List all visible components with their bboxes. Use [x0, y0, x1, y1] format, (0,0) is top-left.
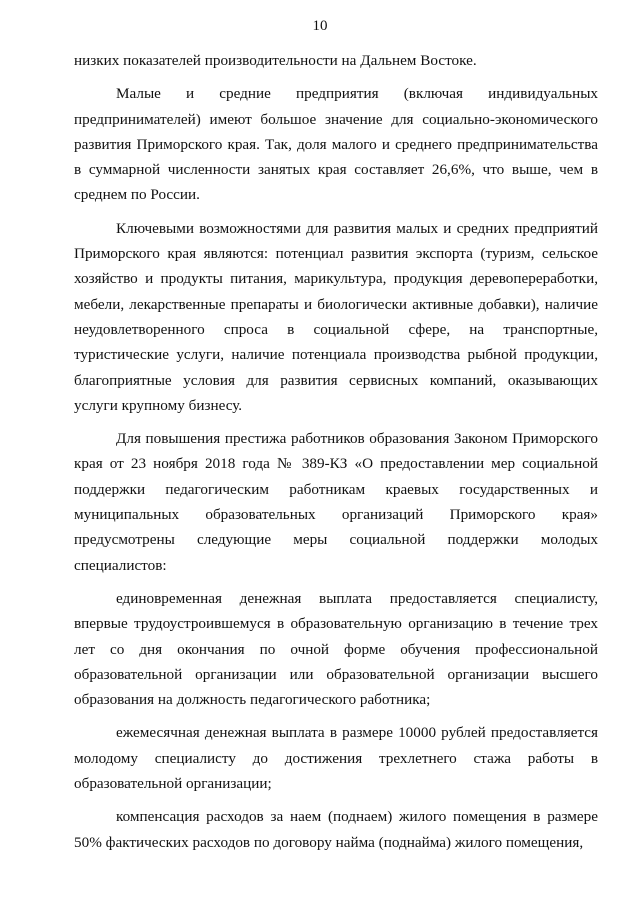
page-number: 10: [312, 18, 328, 34]
paragraph-monthly-payment: ежемесячная денежная выплата в размере 10000 рублей предоставляется молодому специалисту до достижения трехлетнего стажа работы в образовательной организации;: [74, 724, 598, 793]
paragraph-one-time-payment: единовременная денежная выплата предоставляется специалисту, впервые трудоустроившемуся в образовательную организацию в течение трех лет со дня окончания по очной форме обучения профессиональной образовательной организации или образовательной организации высшего образования на должность педагогического работника;: [74, 589, 598, 709]
paragraph-key-opportunities: Ключевыми возможностями для развития малых и средних предприятий Приморского края являются: потенциал развития экспорта (туризм, сельское хозяйство и продукты питания, марикультура, продукция деревопереработки, мебели, лекарственные препараты и биологически активные добавки), наличие неудовлетворенного спроса в социальной сфере, на транспортные, туристические услуги, наличие потенциала производства рыбной продукции, благоприятные условия для развития сервисных компаний, оказывающих услуги крупному бизнесу.: [74, 219, 598, 414]
document-body: [74, 48, 598, 855]
paragraph-education-law: Для повышения престижа работников образования Законом Приморского края от 23 ноября 2018 года № 389-КЗ «О предоставлении мер социальной поддержки педагогическим работникам краевых государственных и муниципальных образовательных организаций Приморского края» предусмотрены следующие меры социальной поддержки молодых специалистов:: [74, 430, 598, 574]
paragraph-small-business: Малые и средние предприятия (включая индивидуальных предпринимателей) имеют большое значение для социально-экономического развития Приморского края. Так, доля малого и среднего предпринимательства в суммарной численности занятых края составляет 26,6%, что выше, чем в среднем по России.: [74, 85, 598, 204]
paragraph-continuation: низких показателей производительности на Дальнем Востоке.: [74, 52, 477, 69]
paragraph-housing-compensation: компенсация расходов за наем (поднаем) жилого помещения в размере 50% фактических расходов по договору найма (поднайма) жилого помещения,: [74, 808, 598, 851]
